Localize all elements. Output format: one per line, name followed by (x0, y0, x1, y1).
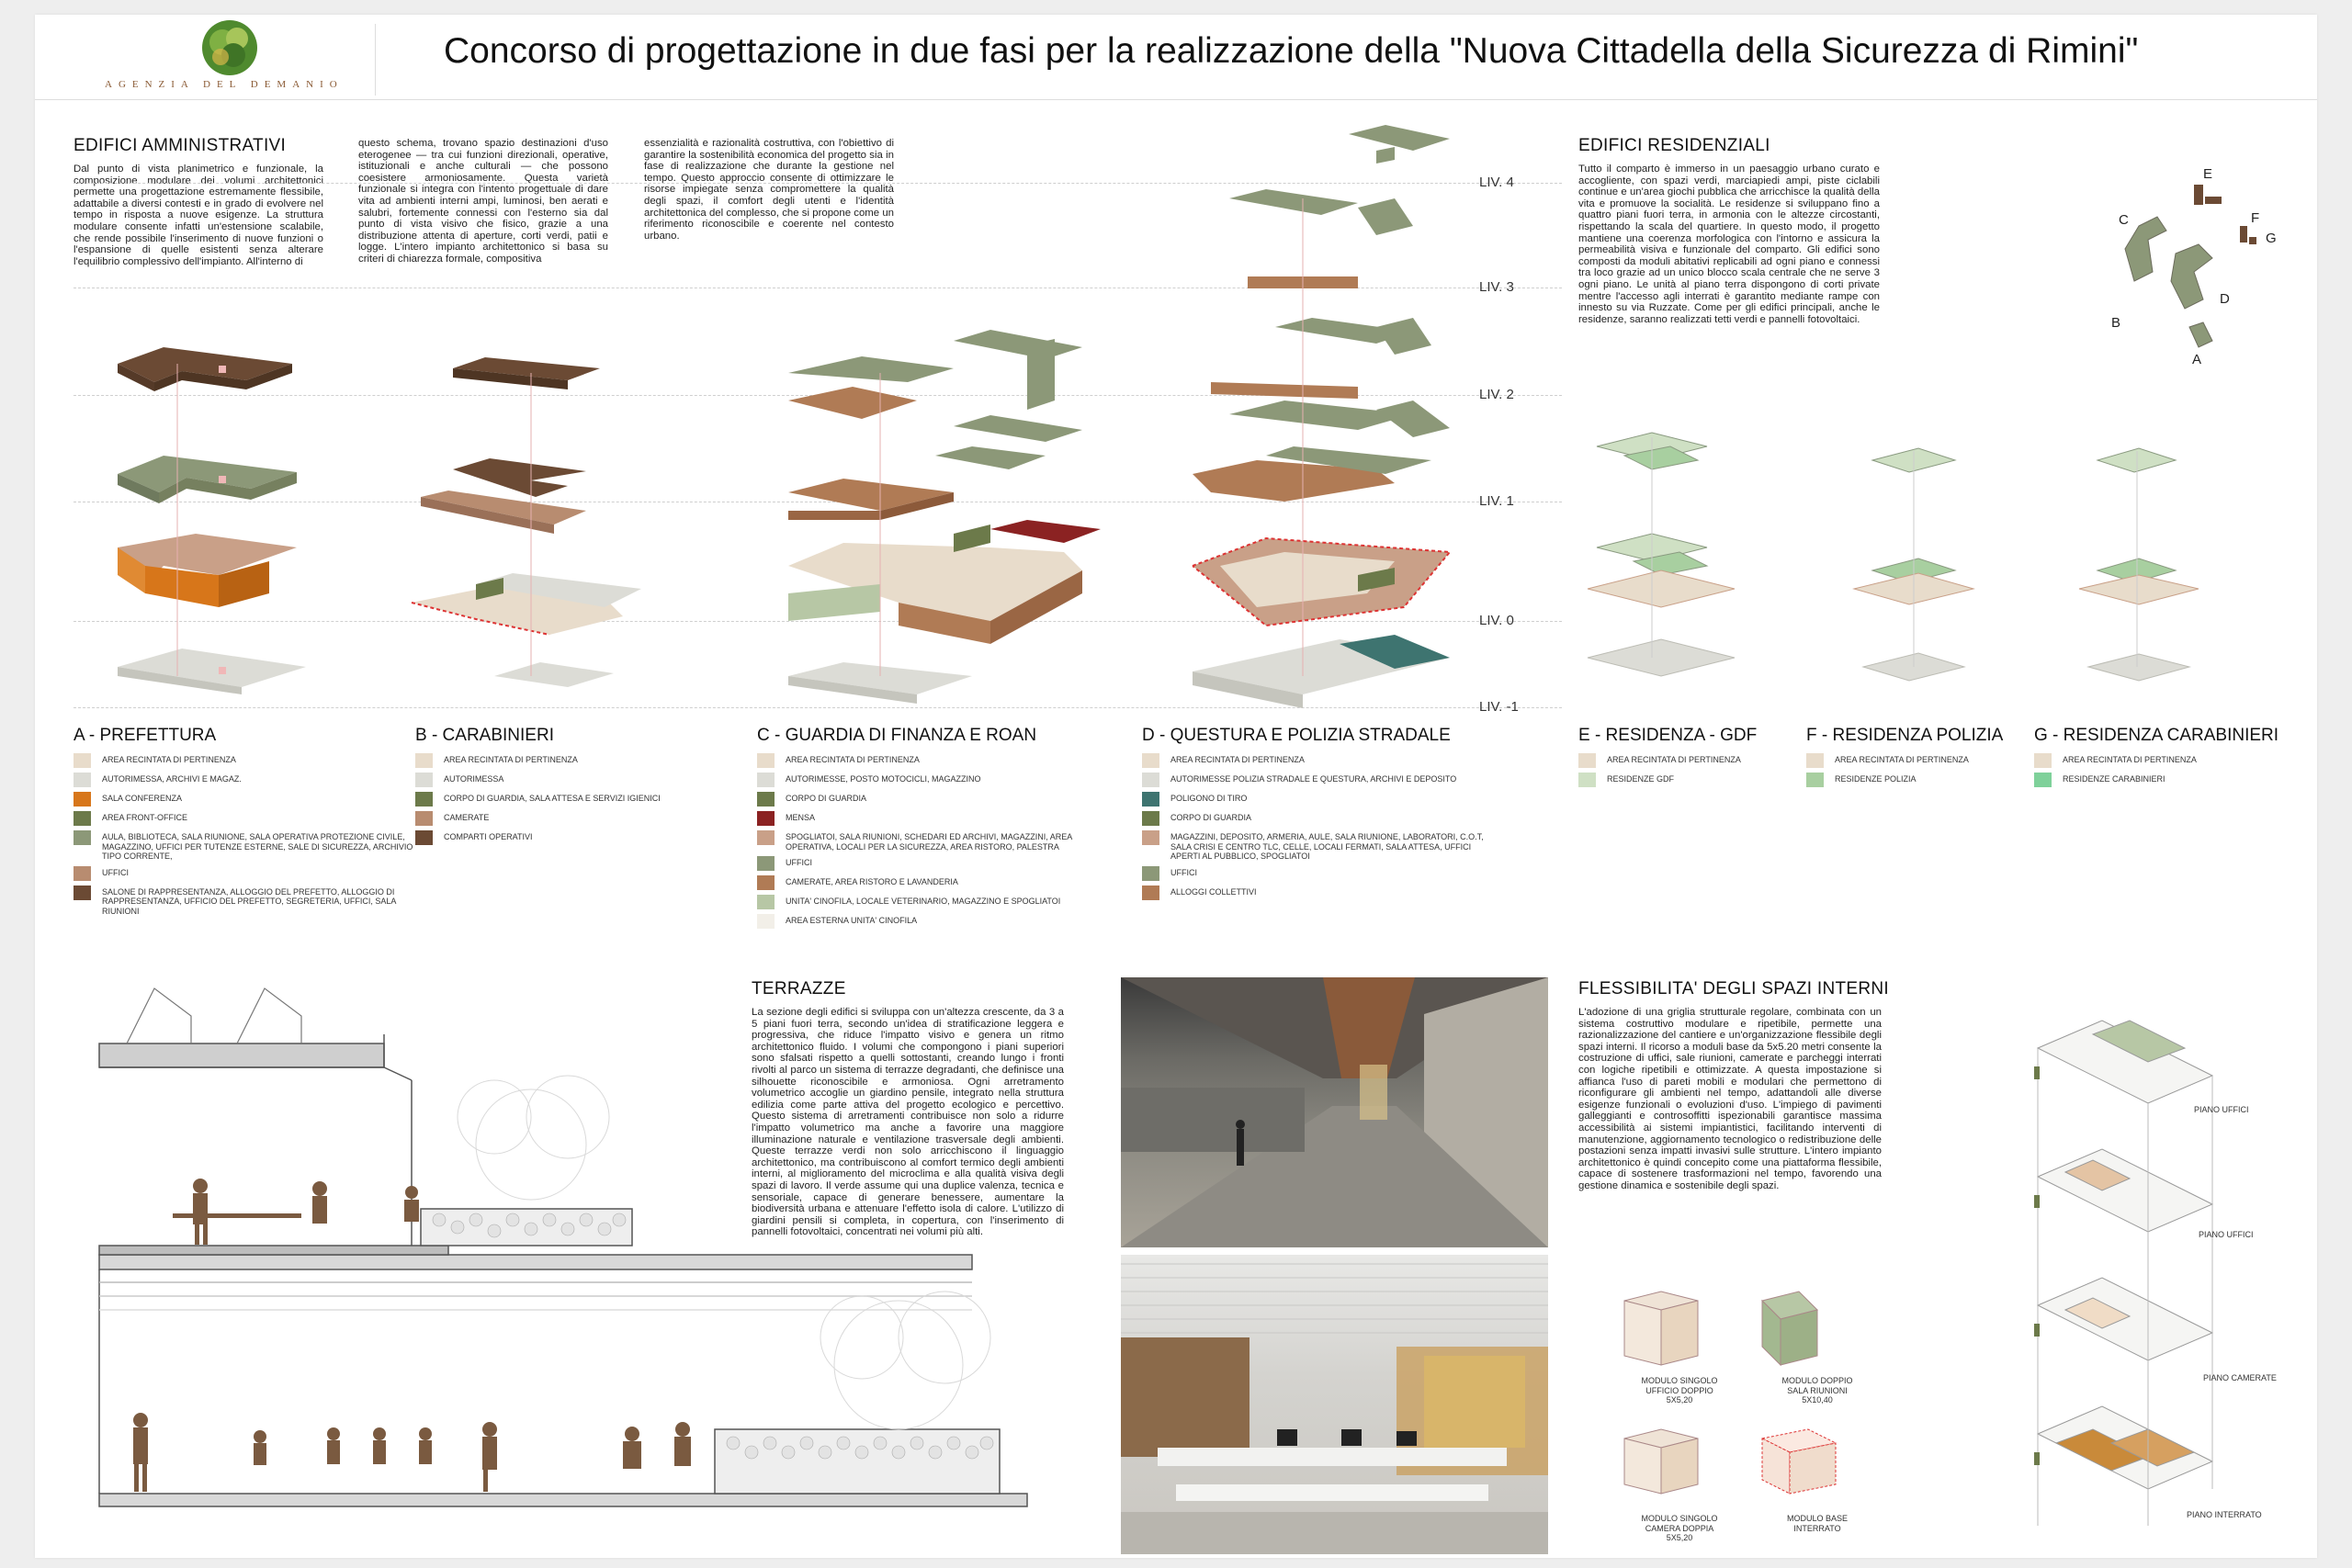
stack-label: PIANO INTERRATO (2187, 1510, 2262, 1519)
residential-axonometrics (1569, 400, 2304, 704)
legend-item (74, 811, 423, 826)
site-key-plan (2084, 143, 2286, 373)
legend-label: ALLOGGI COLLETTIVI (1170, 886, 1257, 897)
legend-item (74, 753, 423, 768)
stack-label: PIANO UFFICI (2194, 1105, 2249, 1114)
legend-e (1578, 726, 1799, 792)
legend-item (757, 811, 1106, 826)
building-c-stack (788, 330, 1101, 704)
legend-d (1142, 726, 1491, 905)
site-label-b: B (2111, 315, 2121, 331)
legend-swatch (415, 811, 433, 826)
legend-item (74, 830, 423, 862)
admin-text-col2: questo schema, trovano spazio destinazioni d'uso eterogenee — tra cui funzioni direzionali, operative, istituzionali e anche culturali — che possono coesistere armoniosamente. Questa varietà funzionale si integra con l'intento progettuale di dare vita ad ambienti interni ampi, luminosi, ben aerati e salubri, fortemente connessi con l'esterno sia dal punto di vista visivo che fisico, grazie a una distribuzione attenta di aperture, corti verdi, patii e logge. L'intero impianto architettonico si basa su criteri di chiarezza formale, compositiva (358, 138, 608, 265)
legend-item (415, 811, 737, 826)
legend-c (757, 726, 1106, 933)
site-label-d: D (2220, 291, 2230, 307)
legend-title: D - QUESTURA E POLIZIA STRADALE (1142, 726, 1451, 745)
legend-swatch (74, 792, 91, 807)
legend-item (757, 895, 1106, 909)
legend-title: E - RESIDENZA - GDF (1578, 726, 1758, 745)
building-b-stack (412, 357, 641, 687)
admin-text-col3: essenzialità e razionalità costruttiva, con l'obiettivo di garantire la sostenibilità economica del progetto sia in fase di realizzazione che durante la gestione nel tempo. Questo approccio consente di ottimizzare le risorse impiegate senza compromettere la qualità degli spazi, il comfort degli utenti e l'identità architettonica del complesso, che si propone come un riferimento riconoscibile e coerente nel contesto urbano. (644, 138, 894, 242)
legend-label: POLIGONO DI TIRO (1170, 794, 1248, 803)
legend-swatch (1142, 830, 1159, 845)
flex-text: L'adozione di una griglia strutturale regolare, combinata con un sistema costruttivo modulare e ripetibile, permette una razionalizzazione del cantiere e un'organizzazione flessibile degli spazi interni. Il ricorso a moduli base da 5x5.20 metri consente la costruzione di uffici, sale riunioni, camerate e parcheggi interrati con logiche ripetibili e ottimizzate. A questa impostazione si affianca l'uso di pareti mobili e modulari che permettono di riconfigurare gli ambienti nel tempo, adattandoli alle diverse esigenze funzionali o evoluzioni d'uso. L'impiego di pavimenti galleggianti e controsoffitti ispezionabili garantisce massima accessibilità ai sistemi impiantistici, facilitando interventi di manutenzione, aggiornamento tecnologico o redistribuzione delle postazioni senza impatti invasivi sulle strutture. L'intero impianto architettonico è quindi concepito come una piattaforma flessibile, capace di sostenere trasformazioni nel tempo, favorendo una gestione dinamica e sostenibile degli spazi. (1578, 1007, 1882, 1191)
legend-item (1578, 773, 1799, 787)
legend-item (74, 886, 423, 917)
legend-swatch (1806, 753, 1824, 768)
residence-f-stack (1854, 448, 1973, 681)
site-label-g: G (2266, 231, 2277, 246)
legend-label: RESIDENZE GDF (1607, 774, 1675, 784)
level-label: LIV. -1 (1479, 699, 1519, 715)
legend-item (415, 753, 737, 768)
legend-swatch (757, 792, 775, 807)
legend-label: UNITA' CINOFILA, LOCALE VETERINARIO, MAGAZZINO E SPOGLIATOI (786, 897, 1061, 906)
residence-g-stack (2079, 448, 2199, 681)
site-label-a: A (2192, 352, 2202, 367)
level-label: LIV. 3 (1479, 279, 1514, 295)
legend-item (1578, 753, 1799, 768)
module-label: MODULO SINGOLO CAMERA DOPPIA 5X5,20 (1641, 1514, 1718, 1542)
legend-swatch (1142, 773, 1159, 787)
floor-stack-diagram (2001, 1011, 2258, 1553)
legend-item (2034, 753, 2301, 768)
terraces-text: La sezione degli edifici si sviluppa con un'altezza crescente, da 3 a 5 piani fuori terra, secondo un'idea di stratificazione leggera e progressiva, che riduce l'impatto visivo e genera un ritmo architettonico fluido. I volumi che compongono i piani superiori sono sfalsati rispetto a quelli sottostanti, creando lungo i fronti rivolti al parco un sistema di terrazze degradanti, che definisce una silhouette riconoscibile e armoniosa. Ogni arretramento volumetrico accoglie un giardino pensile, integrato nella struttura edilizia come parte attiva del progetto ecologico e percettivo. Questo sistema di arretramenti contribuisce non solo a ridurre l'impatto volumetrico ma anche a favorire una maggiore illuminazione naturale e ventilazione trasversale degli ambienti. Queste terrazze verdi non solo arricchiscono il linguaggio architettonico, ma contribuiscono al comfort termico degli ambienti interni, al miglioramento del microclima e alla qualità visiva degli spazi di lavoro. Il verde assume qui una duplice valenza, tecnica e sensoriale, capace di generare benessere, aumentare la biodiversità urbana e attenuare l'effetto isola di calore. L'utilizzo di giardini pensili si completa, in copertura, con l'inserimento di pannelli fotovoltaici, concentrati nei volumi più alti. (752, 1007, 1064, 1238)
module-diagrams (1597, 1282, 1872, 1540)
legend-item (415, 830, 737, 845)
legend-item (757, 753, 1106, 768)
legend-label: AUTORIMESSE POLIZIA STRADALE E QUESTURA, ARCHIVI E DEPOSITO (1170, 774, 1457, 784)
legend-swatch (415, 753, 433, 768)
legend-item (415, 792, 737, 807)
legend-g (2034, 726, 2301, 792)
level-label: LIV. 4 (1479, 175, 1514, 190)
legend-swatch (757, 856, 775, 871)
tree-icon (200, 18, 259, 77)
legend-label: AREA RECINTATA DI PERTINENZA (1607, 755, 1741, 764)
flex-heading: FLESSIBILITA' DEGLI SPAZI INTERNI (1578, 979, 1890, 998)
render-corridor (1121, 977, 1548, 1247)
legend-label: AUTORIMESSE, POSTO MOTOCICLI, MAGAZZINO (786, 774, 981, 784)
legend-item (1142, 811, 1491, 826)
legend-swatch (415, 792, 433, 807)
legend-label: AREA RECINTATA DI PERTINENZA (2063, 755, 2197, 764)
agency-logo (72, 15, 366, 99)
legend-item (415, 773, 737, 787)
building-a-stack (118, 347, 306, 694)
legend-swatch (1142, 753, 1159, 768)
legend-swatch (1142, 866, 1159, 881)
terraces-heading: TERRAZZE (752, 979, 846, 998)
legend-swatch (74, 830, 91, 845)
level-label: LIV. 0 (1479, 613, 1514, 628)
level-label: LIV. 2 (1479, 387, 1514, 402)
legend-label: RESIDENZE CARABINIERI (2063, 774, 2165, 784)
page-title: Concorso di progettazione in due fasi per la realizzazione della "Nuova Cittadella della Sicurezza di Rimini" (444, 31, 2139, 71)
legend-label: AUTORIMESSA (444, 774, 504, 784)
residential-heading: EDIFICI RESIDENZIALI (1578, 136, 1770, 155)
legend-label: AREA RECINTATA DI PERTINENZA (786, 755, 920, 764)
legend-swatch (1578, 773, 1596, 787)
module-label: MODULO BASE INTERRATO (1786, 1514, 1848, 1533)
legend-swatch (1142, 886, 1159, 900)
legend-label: CORPO DI GUARDIA (1170, 813, 1252, 822)
legend-swatch (757, 830, 775, 845)
legend-title: C - GUARDIA DI FINANZA E ROAN (757, 726, 1037, 745)
legend-item (757, 830, 1106, 852)
legend-item (1142, 792, 1491, 807)
legend-swatch (757, 753, 775, 768)
legend-label: AREA FRONT-OFFICE (102, 813, 188, 822)
legend-label: AREA RECINTATA DI PERTINENZA (444, 755, 578, 764)
legend-swatch (1806, 773, 1824, 787)
legend-item (74, 773, 423, 787)
legend-title: F - RESIDENZA POLIZIA (1806, 726, 2004, 745)
legend-swatch (415, 773, 433, 787)
legend-swatch (757, 811, 775, 826)
legend-label: COMPARTI OPERATIVI (444, 832, 533, 841)
legend-label: SPOGLIATOI, SALA RIUNIONI, SCHEDARI ED ARCHIVI, MAGAZZINI, AREA OPERATIVA, LOCALI PER LA SICUREZZA, AREA RISTORO, PALESTRA (786, 832, 1072, 852)
legend-item (757, 875, 1106, 890)
legend-label: AREA RECINTATA DI PERTINENZA (102, 755, 236, 764)
legend-item (1142, 886, 1491, 900)
legend-swatch (74, 886, 91, 900)
legend-label: MENSA (786, 813, 816, 822)
legend-label: AUTORIMESSA, ARCHIVI E MAGAZ. (102, 774, 242, 784)
legend-label: CORPO DI GUARDIA (786, 794, 867, 803)
stack-label: PIANO UFFICI (2199, 1230, 2254, 1239)
legend-item (1142, 773, 1491, 787)
legend-label: MAGAZZINI, DEPOSITO, ARMERIA, AULE, SALA RIUNIONE, LABORATORI, C.O.T, SALA CRISI E CENTRO TLC, CELLE, LOCALI FERMATI, SALA ATTESA, UFFICI APERTI AL PUBBLICO, SPOGLIATOI (1170, 832, 1484, 861)
site-label-c: C (2119, 212, 2129, 228)
legend-item (74, 792, 423, 807)
legend-swatch (1142, 792, 1159, 807)
admin-heading: EDIFICI AMMINISTRATIVI (74, 136, 287, 155)
legend-title: G - RESIDENZA CARABINIERI (2034, 726, 2279, 745)
legend-label: AREA RECINTATA DI PERTINENZA (1170, 755, 1305, 764)
legend-item (757, 856, 1106, 871)
legend-f (1806, 726, 2027, 792)
legend-swatch (74, 811, 91, 826)
legend-label: AREA ESTERNA UNITA' CINOFILA (786, 916, 918, 925)
legend-label: UFFICI (1170, 867, 1197, 877)
legend-item (1142, 753, 1491, 768)
site-label-f: F (2251, 210, 2260, 226)
module-label: MODULO DOPPIO SALA RIUNIONI 5X10,40 (1781, 1376, 1853, 1404)
legend-b (415, 726, 737, 850)
board (35, 15, 2317, 1558)
legend-label: CORPO DI GUARDIA, SALA ATTESA E SERVIZI IGIENICI (444, 794, 661, 803)
legend-swatch (757, 914, 775, 929)
legend-item (757, 773, 1106, 787)
legend-swatch (1142, 811, 1159, 826)
axonometric-diagrams (72, 107, 1560, 731)
residence-e-stack (1588, 433, 1735, 676)
legend-swatch (757, 875, 775, 890)
legend-swatch (74, 753, 91, 768)
site-label-e: E (2203, 166, 2213, 182)
residential-text: Tutto il comparto è immerso in un paesaggio urbano curato e accogliente, con spazi verdi, marciapiedi ampi, piste ciclabili continue e un'area giochi pubblica che arricchisce la qualità della vita e promuove la socialità. Le residenze si sviluppano fino a quattro piani fuori terra, in armonia con le altezze circostanti, rispettando la scala del quartiere. In questo modo, il progetto mantiene una coerenza morfologica con l'intorno e assicura la permeabilità visiva e funzionale del comparto. Gli edifici sono composti da moduli abitativi replicabili ad ogni piano e connessi tra loco grazie ad un unico blocco scala centrale che ne serve 3 ogni piano. Le unità al piano terra dispongono di corti private mentre l'accesso agli interrati è garantito mediante rampe con innesto su via Ruzzate. Come per gli edifici principali, anche le residenze, saranno realizzati tetti verdi e pannelli fotovoltaici. (1578, 164, 1880, 325)
legend-label: RESIDENZE POLIZIA (1835, 774, 1917, 784)
legend-title: A - PREFETTURA (74, 726, 217, 745)
legend-swatch (2034, 773, 2052, 787)
legend-swatch (757, 773, 775, 787)
legend-label: UFFICI (786, 858, 812, 867)
legend-swatch (757, 895, 775, 909)
legend-label: CAMERATE, AREA RISTORO E LAVANDERIA (786, 877, 958, 886)
legend-swatch (74, 773, 91, 787)
legend-label: SALONE DI RAPPRESENTANZA, ALLOGGIO DEL PREFETTO, ALLOGGIO DI RAPPRESENTANZA, UFFICIO DEL PREFETTO, SEGRETERIA, UFFICI, SALA RIUNIONI (102, 886, 396, 916)
legend-title: B - CARABINIERI (415, 726, 554, 745)
legend-item (2034, 773, 2301, 787)
legend-item (1142, 830, 1491, 862)
legend-label: AULA, BIBLIOTECA, SALA RIUNIONE, SALA OPERATIVA PROTEZIONE CIVILE, MAGAZZINO, UFFICI PER TUTENZE ESTERNE, SALE DI SICUREZZA, ARCHIVIO TIPO CORRENTE, (102, 832, 413, 861)
legend-item (757, 914, 1106, 929)
stack-label: PIANO CAMERATE (2203, 1373, 2277, 1382)
header-rule (35, 99, 2317, 100)
legend-swatch (2034, 753, 2052, 768)
header-divider (375, 24, 376, 96)
legend-item (1142, 866, 1491, 881)
building-d-stack (1193, 125, 1450, 708)
render-office (1121, 1255, 1548, 1554)
agency-name: AGENZIA DEL DEMANIO (105, 79, 344, 90)
legend-label: UFFICI (102, 867, 129, 877)
legend-item (1806, 753, 2027, 768)
legend-item (74, 866, 423, 881)
module-label: MODULO SINGOLO UFFICIO DOPPIO 5X5,20 (1641, 1376, 1718, 1404)
legend-swatch (74, 866, 91, 881)
legend-item (757, 792, 1106, 807)
legend-item (1806, 773, 2027, 787)
level-label: LIV. 1 (1479, 493, 1514, 509)
legend-label: CAMERATE (444, 813, 490, 822)
legend-swatch (1578, 753, 1596, 768)
legend-label: SALA CONFERENZA (102, 794, 183, 803)
legend-label: AREA RECINTATA DI PERTINENZA (1835, 755, 1969, 764)
legend-a (74, 726, 423, 920)
admin-text-col1: Dal punto di vista planimetrico e funzionale, la composizione modulare dei volumi architettonici permette una progettazione estremamente flessibile, adattabile a diversi contesti e in grado di evolvere nel tempo in risposta a nuove esigenze. La struttura modulare consente infatti un'estensione scalabile, che rende possibile l'inserimento di nuove funzioni o l'espansione di quelle esistenti senza alterare l'equilibrio complessivo dell'impianto. All'interno di (74, 164, 323, 267)
legend-swatch (415, 830, 433, 845)
